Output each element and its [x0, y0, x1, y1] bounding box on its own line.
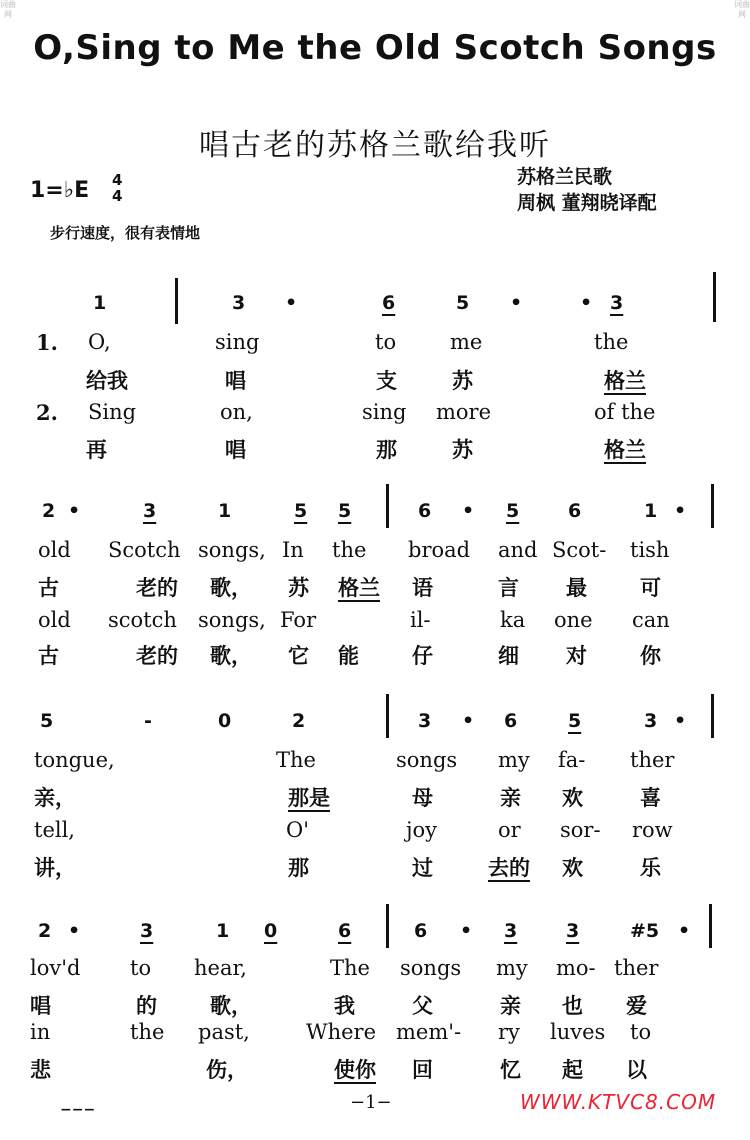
cn-lyric: 以 — [626, 1058, 647, 1082]
verse-number: 1. — [36, 330, 58, 355]
cn-lyric: 亲， — [34, 786, 76, 810]
cn-lyric: 对 — [566, 644, 587, 668]
note: • — [68, 500, 81, 522]
note: 3 — [232, 292, 246, 314]
lyric: Sing — [88, 400, 137, 424]
note: 3 — [566, 920, 580, 942]
note: 2 — [38, 920, 52, 942]
note: • — [580, 292, 593, 314]
note: 5 — [506, 500, 520, 522]
lyric: hear, — [194, 956, 247, 980]
cn-lyric: 它 — [288, 644, 309, 668]
note: #5 — [630, 920, 660, 942]
lyric: tongue, — [34, 748, 115, 772]
note: 6 — [338, 920, 352, 942]
lyric: on, — [220, 400, 253, 424]
lyric: of the — [594, 400, 656, 424]
lyric: sing — [215, 330, 260, 354]
cn-lyric: 格兰 — [604, 369, 646, 393]
cn-lyric: 最 — [566, 576, 587, 600]
cn-lyric: 那 — [288, 856, 309, 880]
verse-number: 2. — [36, 400, 58, 425]
key-signature: 1=♭E — [30, 178, 90, 203]
cn-lyric: 起 — [562, 1058, 583, 1082]
note: • — [462, 710, 475, 732]
lyric: row — [632, 818, 673, 842]
note: 1 — [218, 500, 232, 522]
note: 2 — [292, 710, 306, 732]
cn-lyric: 我 — [334, 994, 355, 1018]
cn-lyric: 亲 — [500, 994, 521, 1018]
cn-lyric: 过 — [412, 856, 433, 880]
cn-lyric: 你 — [640, 644, 661, 668]
bar-line — [386, 694, 389, 738]
lyric: luves — [550, 1020, 606, 1044]
cn-lyric: 使你 — [334, 1058, 376, 1082]
cn-lyric: 母 — [412, 786, 433, 810]
edge-watermark: 词曲网 — [0, 0, 16, 19]
lyric: songs, — [198, 608, 266, 632]
note: 5 — [568, 710, 582, 732]
cn-lyric: 那是 — [288, 786, 330, 810]
right-watermark-strip — [734, 0, 750, 1140]
cn-lyric: 讲， — [34, 856, 76, 880]
cn-lyric: 乐 — [640, 856, 661, 880]
page-number: −1− — [350, 1092, 392, 1113]
website-watermark: WWW.KTVC8.COM — [520, 1090, 717, 1114]
left-watermark-strip — [0, 0, 16, 1140]
cn-lyric: 悲 — [30, 1058, 51, 1082]
note: 5 — [456, 292, 470, 314]
note: 6 — [382, 292, 396, 314]
note: 3 — [644, 710, 658, 732]
lyric: songs, — [198, 538, 266, 562]
bar-line — [711, 484, 714, 528]
cn-lyric: 老的 — [136, 644, 178, 668]
lyric: to — [130, 956, 152, 980]
cn-lyric: 的 — [136, 994, 157, 1018]
translator-credit: 周枫 董翔晓译配 — [517, 192, 657, 214]
note: 5 — [338, 500, 352, 522]
lyric: one — [554, 608, 593, 632]
time-signature — [112, 172, 122, 204]
tempo-marking: 步行速度，很有表情地 — [50, 224, 201, 242]
corner-mark: −−− — [60, 1102, 96, 1118]
cn-lyric: 细 — [498, 644, 519, 668]
cn-lyric: 欢 — [562, 786, 583, 810]
cn-lyric: 古 — [38, 576, 59, 600]
bar-line — [386, 904, 389, 948]
cn-lyric: 古 — [38, 644, 59, 668]
cn-lyric: 歌， — [210, 576, 252, 600]
time-signature-top: 4 — [112, 171, 123, 189]
cn-lyric: 那 — [376, 438, 397, 462]
lyric: to — [375, 330, 397, 354]
note: 1 — [216, 920, 230, 942]
bar-line — [709, 904, 712, 948]
note: 6 — [418, 500, 432, 522]
cn-lyric: 伤， — [206, 1058, 248, 1082]
note: 0 — [218, 710, 232, 732]
cn-lyric: 歌， — [210, 994, 252, 1018]
note: 5 — [294, 500, 308, 522]
cn-lyric: 格兰 — [338, 576, 380, 600]
lyric: or — [498, 818, 521, 842]
cn-lyric: 仔 — [412, 644, 433, 668]
lyric: The — [276, 748, 316, 772]
bar-line — [175, 278, 178, 324]
cn-lyric: 老的 — [136, 576, 178, 600]
note: 3 — [418, 710, 432, 732]
cn-lyric: 回 — [412, 1058, 433, 1082]
lyric: scotch — [108, 608, 177, 632]
song-subtitle: 唱古老的苏格兰歌给我听 — [199, 128, 551, 163]
lyric: more — [436, 400, 492, 424]
cn-lyric: 苏 — [452, 438, 473, 462]
cn-lyric: 语 — [412, 576, 433, 600]
song-title: O,Sing to Me the Old Scotch Songs — [33, 28, 717, 68]
lyric: and — [498, 538, 538, 562]
cn-lyric: 言 — [498, 576, 519, 600]
lyric: O' — [286, 818, 309, 842]
note: - — [144, 710, 152, 732]
lyric: my — [498, 748, 530, 772]
lyric: O, — [88, 330, 111, 354]
note: 6 — [568, 500, 582, 522]
time-signature-bottom: 4 — [112, 187, 123, 205]
lyric: tell, — [34, 818, 75, 842]
lyric: For — [280, 608, 317, 632]
lyric: tish — [630, 538, 670, 562]
note: 1 — [93, 292, 107, 314]
lyric: sor- — [560, 818, 601, 842]
lyric: In — [282, 538, 304, 562]
lyric: the — [130, 1020, 165, 1044]
note: 3 — [504, 920, 518, 942]
bar-line — [711, 694, 714, 738]
note: 3 — [140, 920, 154, 942]
cn-lyric: 欢 — [562, 856, 583, 880]
cn-lyric: 唱 — [225, 369, 246, 393]
edge-watermark: 词曲网 — [734, 0, 750, 19]
lyric: ther — [630, 748, 675, 772]
lyric: past, — [198, 1020, 250, 1044]
cn-lyric: 苏 — [288, 576, 309, 600]
lyric: Scotch — [108, 538, 181, 562]
lyric: ka — [500, 608, 526, 632]
lyric: Where — [306, 1020, 377, 1044]
note: • — [510, 292, 523, 314]
cn-lyric: 喜 — [640, 786, 661, 810]
note: 3 — [610, 292, 624, 314]
cn-lyric: 可 — [640, 576, 661, 600]
note: 1 — [644, 500, 658, 522]
cn-lyric: 能 — [338, 644, 359, 668]
cn-lyric: 格兰 — [604, 438, 646, 462]
cn-lyric: 忆 — [500, 1058, 521, 1082]
lyric: broad — [408, 538, 471, 562]
lyric: songs — [400, 956, 462, 980]
cn-lyric: 再 — [86, 438, 107, 462]
lyric: in — [30, 1020, 51, 1044]
lyric: the — [594, 330, 629, 354]
note: • — [68, 920, 81, 942]
lyric: lov'd — [30, 956, 81, 980]
bar-line — [386, 484, 389, 528]
note: 5 — [40, 710, 54, 732]
note: • — [462, 500, 475, 522]
note: • — [285, 292, 298, 314]
lyric: old — [38, 538, 71, 562]
cn-lyric: 父 — [412, 994, 433, 1018]
cn-lyric: 也 — [562, 994, 583, 1018]
lyric: can — [632, 608, 670, 632]
lyric: old — [38, 608, 71, 632]
lyric: mem'- — [396, 1020, 462, 1044]
bar-line — [713, 272, 716, 322]
cn-lyric: 支 — [376, 369, 397, 393]
lyric: to — [630, 1020, 652, 1044]
note: • — [674, 500, 687, 522]
lyric: Scot- — [552, 538, 607, 562]
note: 6 — [504, 710, 518, 732]
note: 2 — [42, 500, 56, 522]
cn-lyric: 歌， — [210, 644, 252, 668]
note: 6 — [414, 920, 428, 942]
lyric: the — [332, 538, 367, 562]
lyric: sing — [362, 400, 407, 424]
cn-lyric: 唱 — [30, 994, 51, 1018]
lyric: ry — [498, 1020, 520, 1044]
note: 0 — [264, 920, 278, 942]
note: 3 — [143, 500, 157, 522]
lyric: The — [330, 956, 370, 980]
lyric: mo- — [556, 956, 596, 980]
note: • — [678, 920, 691, 942]
note: • — [460, 920, 473, 942]
lyric: il- — [410, 608, 431, 632]
cn-lyric: 去的 — [488, 856, 530, 880]
cn-lyric: 亲 — [500, 786, 521, 810]
lyric: songs — [396, 748, 458, 772]
cn-lyric: 给我 — [86, 369, 128, 393]
cn-lyric: 爱 — [626, 994, 647, 1018]
cn-lyric: 苏 — [452, 369, 473, 393]
song-origin: 苏格兰民歌 — [517, 166, 613, 188]
note: • — [674, 710, 687, 732]
cn-lyric: 唱 — [225, 438, 246, 462]
lyric: joy — [406, 818, 438, 842]
lyric: my — [496, 956, 528, 980]
lyric: ther — [614, 956, 659, 980]
lyric: fa- — [558, 748, 586, 772]
lyric: me — [450, 330, 483, 354]
